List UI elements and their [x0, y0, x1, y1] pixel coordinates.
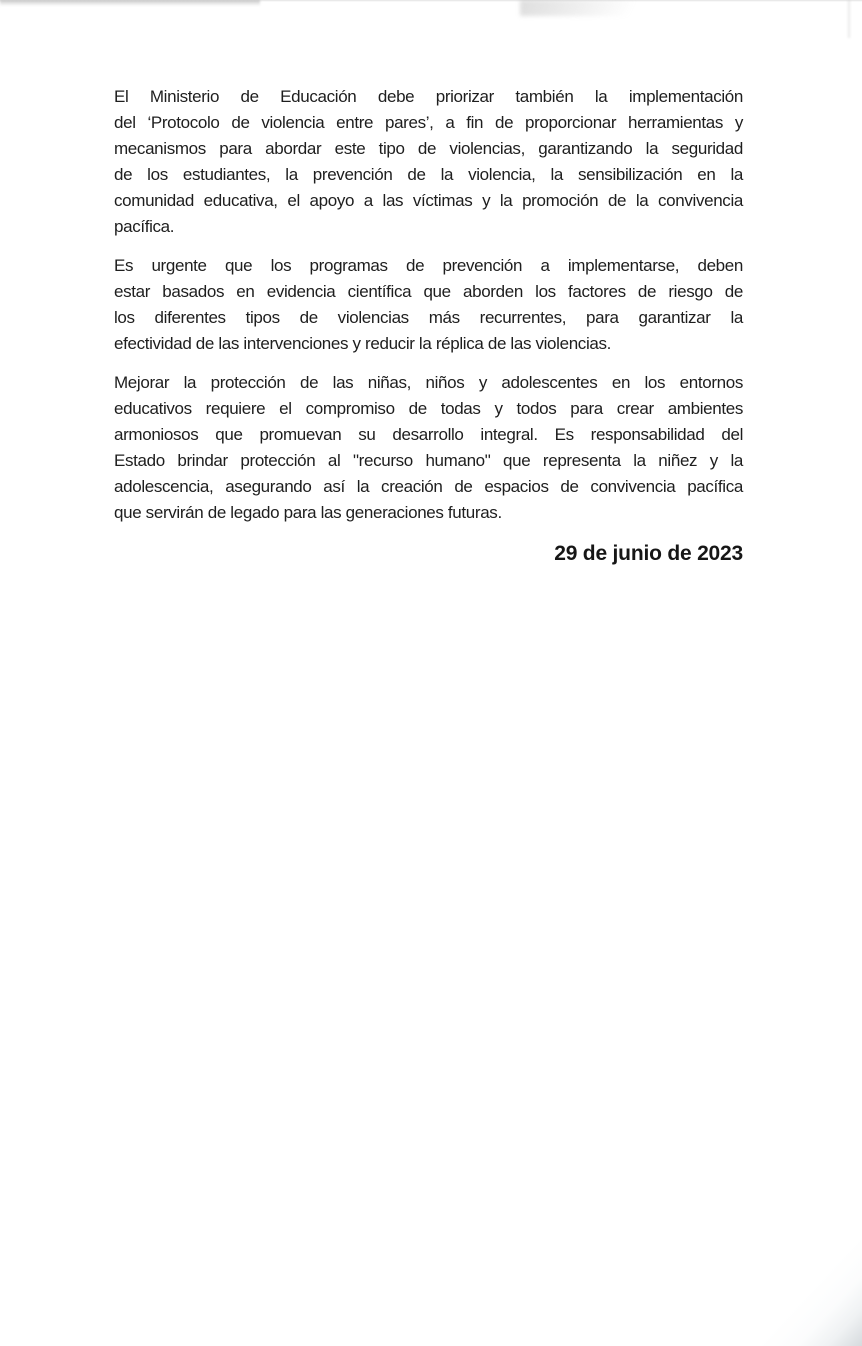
paragraph-1	[114, 84, 743, 240]
text-line: adolescencia, asegurando así la creación de espacios de convivencia pacífica	[114, 477, 743, 496]
text-line: Estado brindar protección al "recurso humano" que representa la niñez y la	[114, 451, 743, 470]
text-line: que servirán de legado para las generaciones futuras.	[114, 503, 502, 522]
text-line: mecanismos para abordar este tipo de violencias, garantizando la seguridad	[114, 139, 743, 158]
document-body	[114, 84, 743, 569]
text-line: educativos requiere el compromiso de todas y todos para crear ambientes	[114, 399, 743, 418]
text-line: del ‘Protocolo de violencia entre pares’, a fin de proporcionar herramientas y	[114, 113, 743, 132]
document-date: 29 de junio de 2023	[554, 542, 743, 565]
text-line: de los estudiantes, la prevención de la violencia, la sensibilización en la	[114, 165, 743, 184]
text-line: armoniosos que promuevan su desarrollo integral. Es responsabilidad del	[114, 425, 743, 444]
text-line: Es urgente que los programas de prevención a implementarse, deben	[114, 256, 743, 275]
text-line: Mejorar la protección de las niñas, niños y adolescentes en los entornos	[114, 373, 743, 392]
text-line: pacífica.	[114, 217, 175, 236]
text-line: estar basados en evidencia científica que aborden los factores de riesgo de	[114, 282, 743, 301]
page-corner-shadow	[750, 1234, 862, 1346]
scan-smudge-left	[0, 0, 260, 6]
text-line: comunidad educativa, el apoyo a las víctimas y la promoción de la convivencia	[114, 191, 743, 210]
paragraph-2	[114, 253, 743, 357]
paragraph-3	[114, 370, 743, 526]
text-line: El Ministerio de Educación debe priorizar también la implementación	[114, 87, 743, 106]
text-line: efectividad de las intervenciones y reducir la réplica de las violencias.	[114, 334, 612, 353]
scan-smudge-mid	[520, 0, 680, 16]
scan-right-edge-artifact	[848, 0, 850, 38]
text-line: los diferentes tipos de violencias más recurrentes, para garantizar la	[114, 308, 743, 327]
